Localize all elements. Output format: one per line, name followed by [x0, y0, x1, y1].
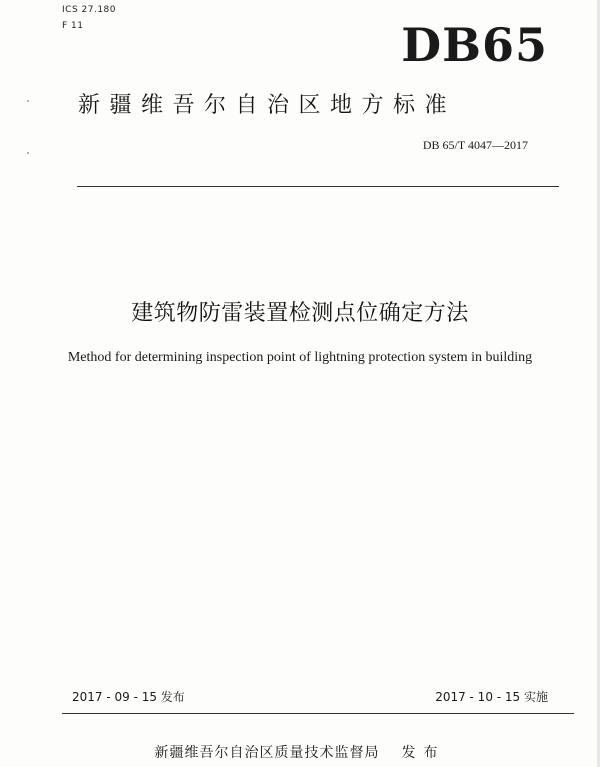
standard-number: DB 65/T 4047—2017 [422, 138, 528, 152]
ics-code: ICS 27.180 [62, 5, 117, 15]
implementation-date: 2017 - 10 - 15 实施 [435, 690, 548, 704]
issuing-authority: 新疆维吾尔自治区质量技术监督局 [154, 745, 380, 761]
footer-divider [62, 713, 574, 714]
scan-speck [27, 152, 29, 154]
issue-date: 2017 - 09 - 15 发布 [72, 690, 185, 704]
scan-speck [27, 100, 29, 102]
header-divider [77, 186, 559, 187]
title-chinese: 建筑物防雷装置检测点位确定方法 [131, 301, 469, 326]
classification-code: F 11 [62, 21, 84, 31]
issue-action: 发布 [401, 745, 446, 761]
db65-logo: DB65 [401, 18, 548, 72]
standard-type-heading: 新疆维吾尔自治区地方标准 [78, 93, 457, 118]
title-english: Method for determining inspection point of lightning protection system in building [67, 350, 533, 365]
issuing-authority-line [0, 742, 600, 762]
